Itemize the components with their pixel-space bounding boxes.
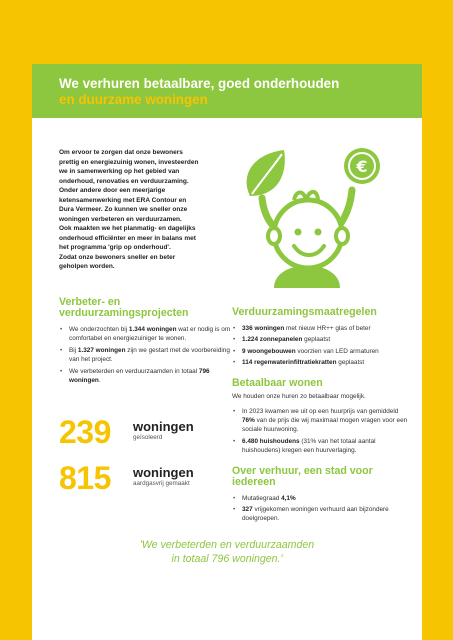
affordable-list: [232, 407, 412, 456]
header-banner: [32, 64, 422, 118]
section-title-measures: Verduurzamingsmaatregelen: [232, 306, 377, 318]
mascot-face: [268, 192, 348, 268]
list-item: • 6.480 huishoudens (31% van het totaal aantal huishoudens) kregen een huurverlaging.: [232, 437, 412, 456]
stat-sublabel: geïsoleerd: [133, 434, 163, 441]
stat-gas-free: [59, 462, 194, 494]
measures-list: [232, 324, 412, 368]
list-item: • 114 regenwaterinfiltratiekratten geplaatst: [232, 358, 412, 367]
intro-line: geholpen worden.: [59, 263, 115, 270]
list-item: • 1.224 zonnepanelen geplaatst: [232, 335, 412, 344]
left-column: [59, 297, 239, 387]
quote-line: in totaal 796 woningen.': [171, 553, 283, 565]
section-subtitle: We houden onze huren zo betaalbaar mogelijk.: [232, 392, 366, 400]
intro-line: het programma 'grip op onderhoud'.: [59, 244, 171, 251]
intro-line: ketensamenwerking met ERA Contour en: [59, 196, 187, 204]
section-title-affordable: Betaalbaar wonen: [232, 376, 323, 389]
intro-line: Zodat onze bewoners sneller en beter: [59, 253, 176, 261]
intro-line: we in samenwerking op het gebied van: [59, 168, 180, 175]
section-title-rental: Over verhuur, een stad voor iedereen: [232, 464, 373, 488]
list-item: • 336 woningen met nieuw HR++ glas of beter: [232, 324, 412, 333]
intro-line: onderhoud, renovaties en verduurzaming.: [59, 177, 189, 185]
intro-line: prettig en energiezuinig wonen, investeerden: [59, 158, 199, 166]
intro-line: Om ervoor te zorgen dat onze bewoners: [59, 149, 183, 156]
pull-quote: [32, 538, 422, 566]
list-item: • 327 vrijgekomen woningen verhuurd aan bijzondere doelgroepen.: [232, 505, 412, 524]
rental-list: [232, 494, 412, 524]
stat-label: woningen: [133, 465, 194, 480]
stat-number: 239: [59, 414, 111, 450]
section-title-line: Verbeter- en: [59, 296, 121, 308]
list-item: • In 2023 kwamen we uit op een huurprijs van gemiddeld 76% van de prijs die wij maximaal mogen vragen voor een sociale huurwoning.: [232, 407, 412, 435]
coin-symbol: €: [356, 157, 368, 176]
header-title-line-2: en duurzame woningen: [59, 92, 208, 107]
intro-paragraph: [59, 148, 239, 272]
stat-number: 815: [59, 460, 111, 496]
intro-line: woningen verbeteren en verduurzamen.: [59, 215, 182, 223]
intro-line: Ook maakten we het planmatig- en dagelijks: [59, 225, 196, 232]
header-title-line-1: We verhuren betaalbare, goed onderhouden: [59, 76, 340, 91]
list-item: • Bij 1.327 woningen zijn we gestart met de voorbereiding van het project.: [59, 346, 239, 365]
quote-line: 'We verbeterden en verduurzaamden: [139, 539, 315, 551]
list-item: • We verbeterden en verduurzaamden in totaal 796 woningen.: [59, 367, 239, 386]
section-title-projects: [59, 297, 239, 319]
intro-line: onderhoud efficiënter en meer in balans met: [59, 234, 196, 242]
mascot-illustration: [222, 138, 392, 303]
euro-coin-icon: [344, 148, 380, 184]
content-card: [32, 64, 422, 640]
list-item: • We onderzochten bij 1.344 woningen wat er nodig is om comfortabel en energiezuiniger te wonen.: [59, 325, 239, 344]
leaf-icon: [247, 150, 285, 196]
stat-insulated: [59, 416, 194, 448]
section-title-line: verduurzamingsprojecten: [59, 307, 189, 319]
list-item: • 9 woongebouwen voorzien van LED armaturen: [232, 347, 412, 356]
stat-label: woningen: [133, 419, 194, 434]
list-item: • Mutatiegraad 4,1%: [232, 494, 412, 503]
projects-list: [59, 325, 239, 385]
intro-line: Onder andere door een meerjarige: [59, 187, 166, 194]
intro-line: Dura Vermeer. Zo kunnen we sneller onze: [59, 206, 188, 213]
right-column: [232, 307, 412, 526]
stat-sublabel: aardgasvrij gemaakt: [133, 480, 190, 487]
